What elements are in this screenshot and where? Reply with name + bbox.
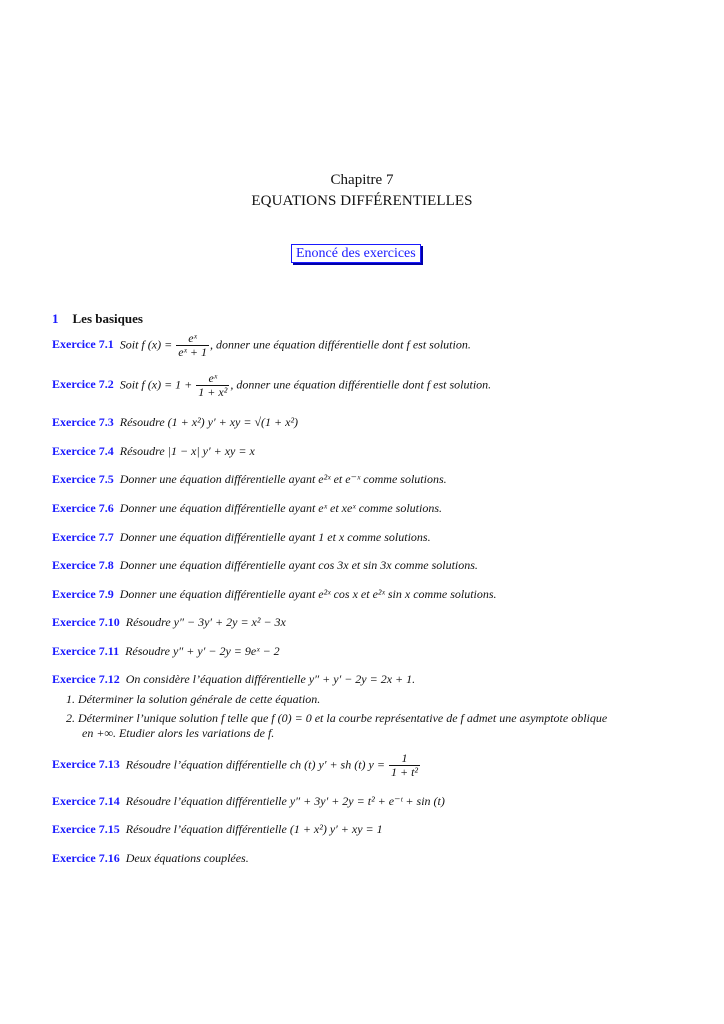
exercise-7-13 (52, 752, 421, 779)
fraction (176, 332, 209, 359)
fraction-denominator: eˣ + 1 (178, 345, 207, 359)
exercise-label[interactable]: Exercice 7.11 (52, 644, 120, 658)
exercise-label[interactable]: Exercice 7.16 (52, 851, 120, 865)
fraction (389, 752, 420, 779)
exercise-label[interactable]: Exercice 7.10 (52, 615, 120, 629)
exercise-label[interactable]: Exercice 7.12 (52, 672, 120, 686)
chapter-number: Chapitre 7 (330, 172, 394, 188)
section-heading (52, 311, 143, 327)
exercise-post: , donner une équation différentielle dont f est solution. (230, 377, 492, 392)
fraction-denominator: 1 + x² (198, 385, 228, 399)
exercise-label[interactable]: Exercice 7.6 (52, 501, 114, 515)
fraction-denominator: 1 + t² (390, 765, 418, 779)
exercise-text: Deux équations couplées. (125, 851, 249, 865)
fraction-numerator: 1 (389, 752, 420, 766)
chapter-title: EQUATIONS DIFFÉRENTIELLES (251, 193, 473, 209)
exercise-label[interactable]: Exercice 7.7 (52, 530, 114, 544)
exercise-pre: Soit f (x) = 1 + (119, 377, 196, 392)
exercise-label[interactable]: Exercice 7.13 (52, 757, 120, 772)
exercise-label[interactable]: Exercice 7.5 (52, 472, 114, 486)
enonce-link-box[interactable] (291, 244, 421, 263)
exercise-label[interactable]: Exercice 7.9 (52, 587, 114, 601)
exercise-text: Donner une équation différentielle ayant 1 et x comme solutions. (119, 530, 431, 544)
exercise-7-4 (52, 444, 255, 459)
subitem-2: 2. Déterminer l’unique solution f telle que f (0) = 0 et la courbe représentative de f admet une asymptote oblique (66, 711, 608, 725)
exercise-7-10 (52, 615, 286, 630)
exercise-label[interactable]: Exercice 7.1 (52, 337, 114, 352)
exercise-7-12 (52, 672, 415, 687)
exercise-7-3 (52, 415, 298, 430)
exercise-7-11 (52, 644, 280, 659)
fraction-numerator: eˣ (176, 332, 209, 346)
exercise-label[interactable]: Exercice 7.2 (52, 377, 114, 392)
exercise-label[interactable]: Exercice 7.14 (52, 794, 120, 808)
fraction-numerator: eˣ (196, 372, 229, 386)
exercise-7-7 (52, 530, 431, 545)
exercise-label[interactable]: Exercice 7.3 (52, 415, 114, 429)
exercise-7-9 (52, 587, 497, 602)
exercise-7-6 (52, 501, 442, 516)
exercise-text: Résoudre y″ − 3y′ + 2y = x² − 3x (125, 615, 286, 629)
section-number[interactable]: 1 (52, 311, 59, 326)
exercise-7-1 (52, 332, 471, 359)
exercise-text: Résoudre l’équation différentielle (1 + x²) y′ + xy = 1 (125, 822, 383, 836)
exercise-text: Résoudre y″ + y′ − 2y = 9eˣ − 2 (125, 644, 280, 658)
exercise-text: On considère l’équation différentielle y″ + y′ − 2y = 2x + 1. (125, 672, 416, 686)
exercise-post: , donner une équation différentielle dont f est solution. (210, 337, 471, 352)
fraction (196, 372, 229, 399)
exercise-text: Donner une équation différentielle ayant cos 3x et sin 3x comme solutions. (119, 558, 478, 572)
subitem-1: 1. Déterminer la solution générale de cette équation. (66, 692, 321, 706)
exercise-text: Résoudre l’équation différentielle y″ + 3y′ + 2y = t² + e⁻ᵗ + sin (t) (125, 794, 445, 808)
exercise-7-14 (52, 794, 445, 809)
exercise-7-16 (52, 851, 249, 866)
exercise-pre: Résoudre l’équation différentielle ch (t) y′ + sh (t) y = (125, 757, 388, 772)
section-title: Les basiques (72, 311, 143, 326)
exercise-label[interactable]: Exercice 7.4 (52, 444, 114, 458)
exercise-text: Résoudre |1 − x| y′ + xy = x (119, 444, 255, 458)
exercise-text: Donner une équation différentielle ayant eˣ et xeˣ comme solutions. (119, 501, 443, 515)
exercise-text: Donner une équation différentielle ayant e²ˣ et e⁻ˣ comme solutions. (119, 472, 447, 486)
exercise-label[interactable]: Exercice 7.8 (52, 558, 114, 572)
exercise-label[interactable]: Exercice 7.15 (52, 822, 120, 836)
enonce-label[interactable]: Enoncé des exercices (291, 244, 421, 263)
exercise-7-5 (52, 472, 447, 487)
subitem-2-continued: en +∞. Etudier alors les variations de f. (82, 726, 275, 740)
exercise-7-15 (52, 822, 383, 837)
exercise-pre: Soit f (x) = (119, 337, 176, 352)
exercise-text: Donner une équation différentielle ayant e²ˣ cos x et e²ˣ sin x comme solutions. (119, 587, 497, 601)
exercise-7-8 (52, 558, 478, 573)
exercise-7-2 (52, 372, 491, 399)
exercise-text: Résoudre (1 + x²) y′ + xy = √(1 + x²) (119, 415, 299, 429)
